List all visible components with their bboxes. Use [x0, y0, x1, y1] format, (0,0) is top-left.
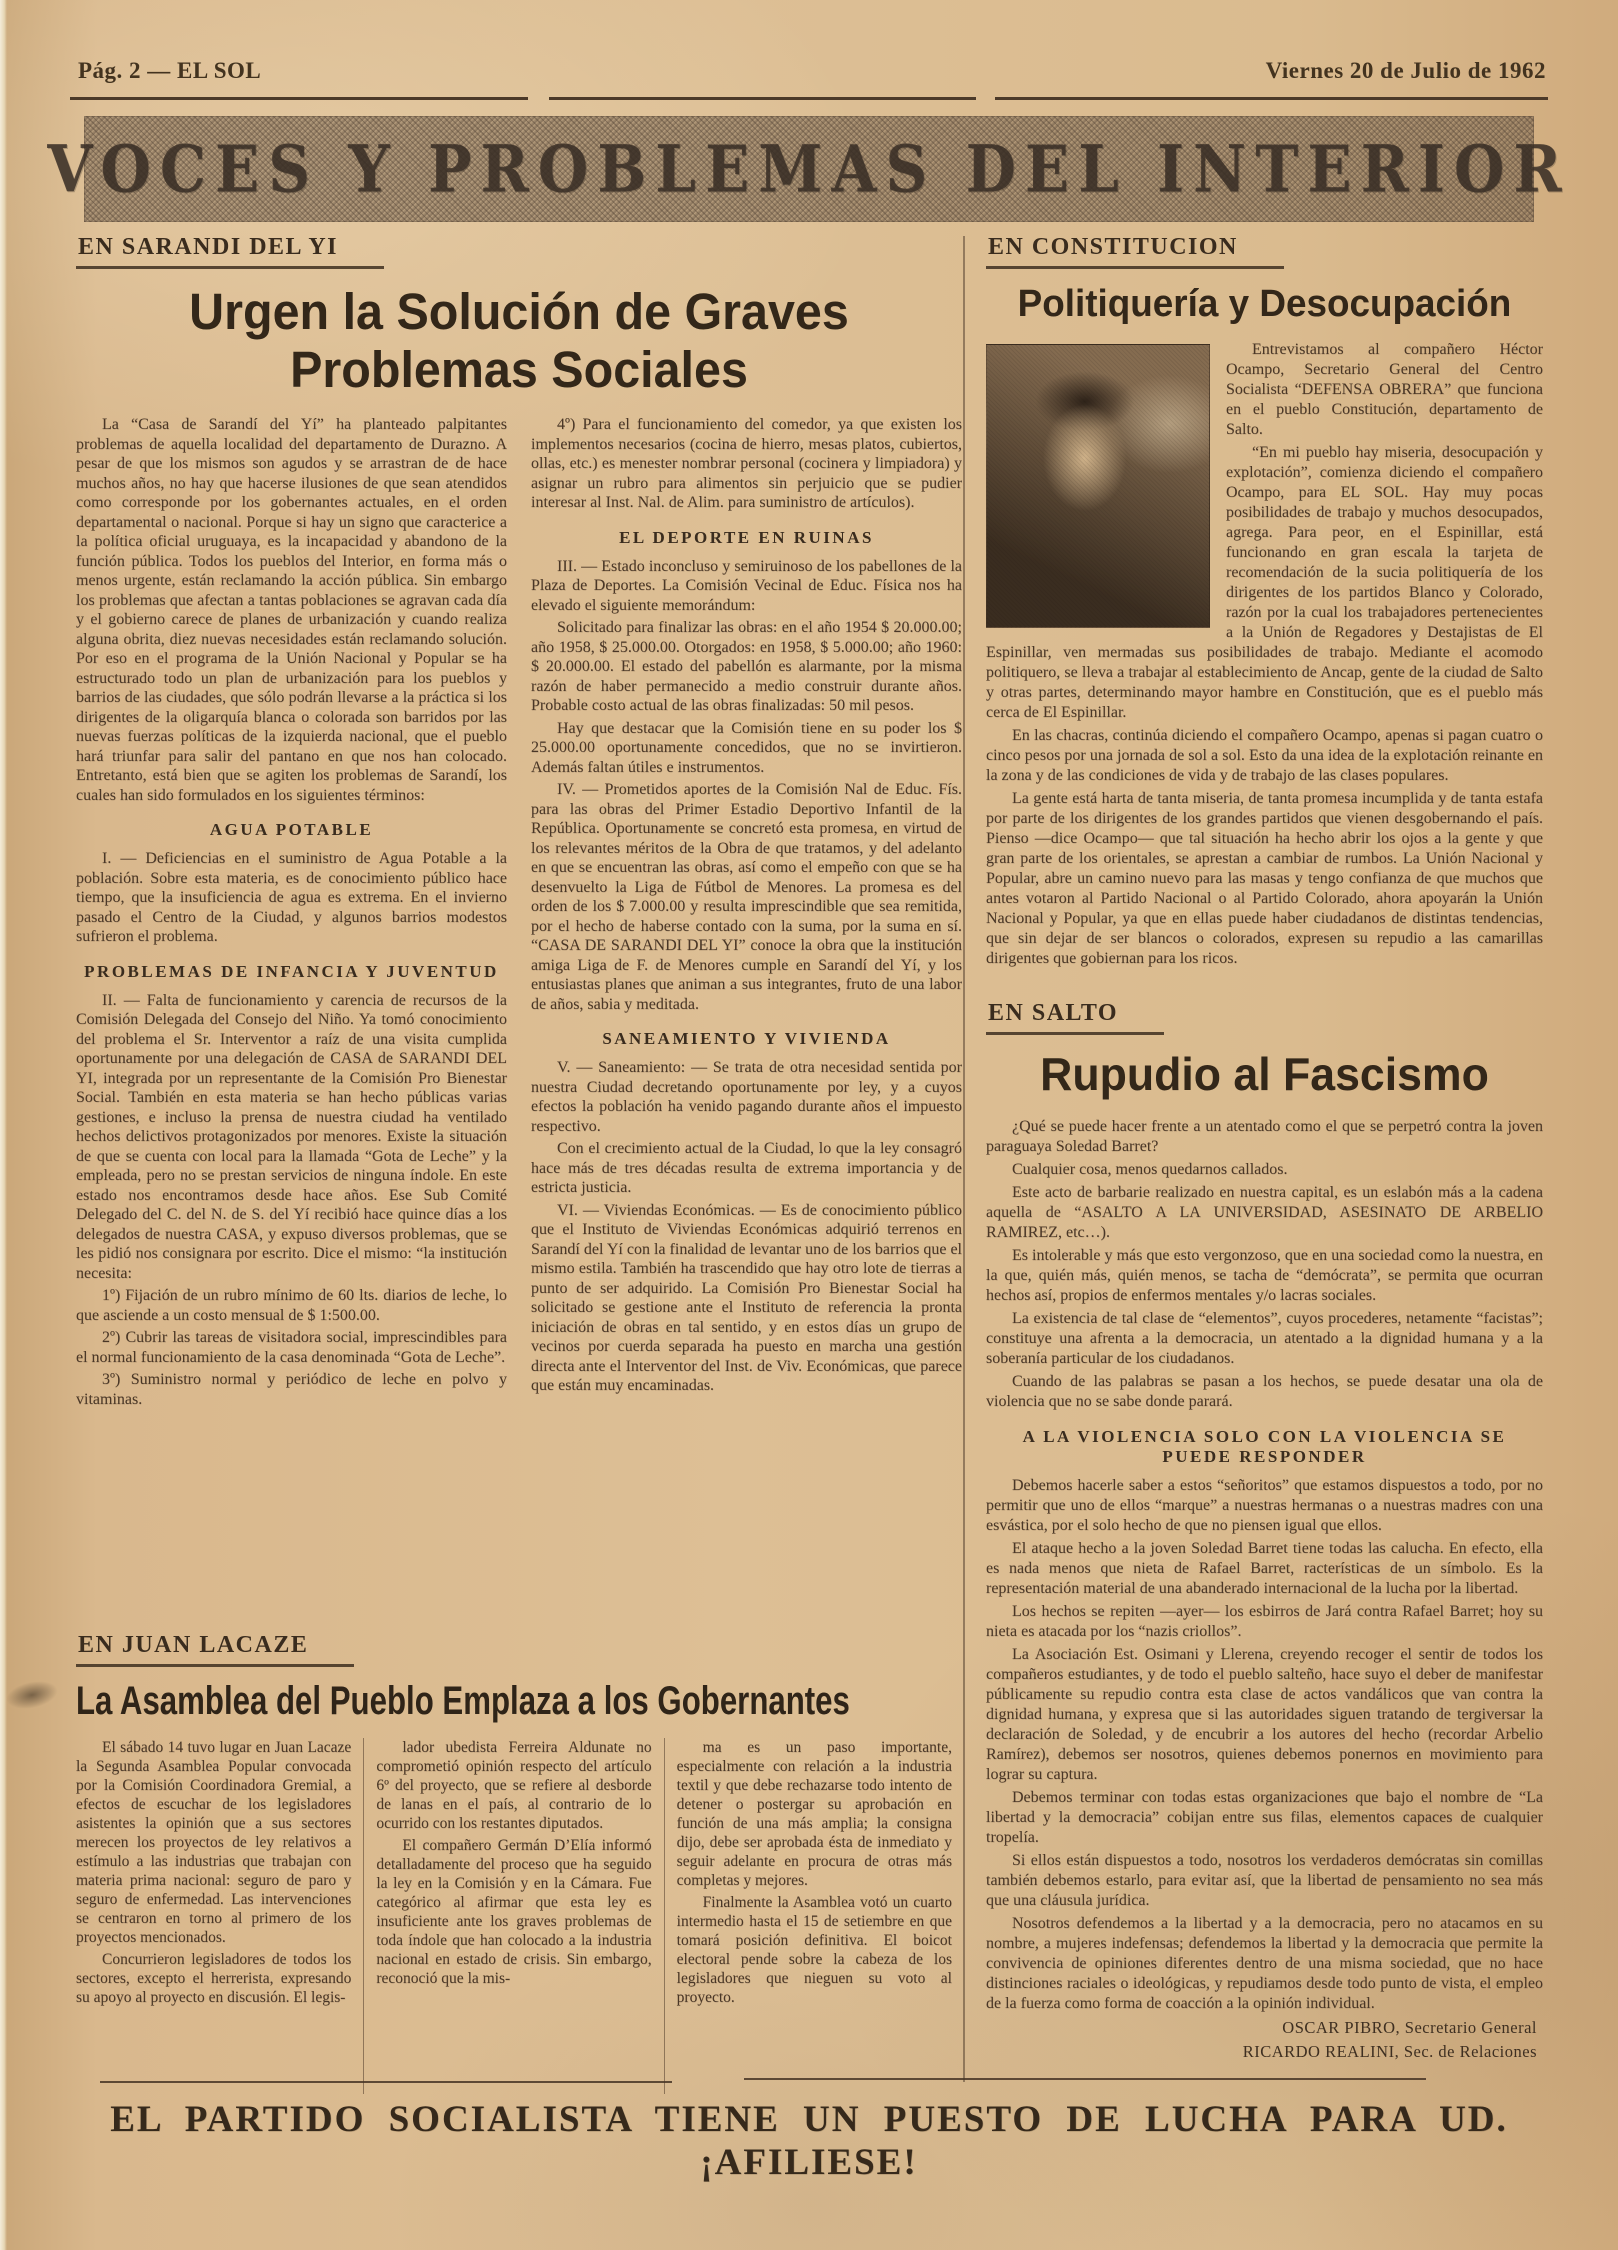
ink-smudge: [4, 1677, 60, 1713]
body-paragraph: Es intolerable y más que esto vergonzoso, que en una sociedad como la nuestra, en la que, quién más, quién menos, se tacha de “demócrata”, se permita que ocurran hechos así, propios de enfermos mentales y/o lacras sociales.: [986, 1247, 1543, 1304]
body-paragraph: I. — Deficiencias en el suministro de Agua Potable a la población. Sobre esta materia, es de conocimiento público hace tiempo, que la insuficiencia de agua es extrema. En el invierno pasado el Centro de la Ciudad, y algunos barrios modestos sufrieron el problema.: [76, 850, 507, 946]
kicker-salto: EN SALTO: [986, 1000, 1164, 1035]
page-number-label: Pág. 2 — EL SOL: [78, 58, 262, 83]
article-sarandi: [76, 234, 962, 1587]
body-paragraph: “En mi pueblo hay miseria, desocupación y explotación”, comienza diciendo el compañero Ocampo, para EL SOL. Hay muy pocas posibilidades de trabajo y muchos desocupados, agrega. Para peor, en el Espinillar, está funcionando en gran escala la tarjeta de recomendación de la sucia politiquería de los dirigentes de los partidos Blanco y Colorado, razón por la cual los trabajadores pertenecientes a la Unión de Regadores y Destajistas de El Espinillar, ven mermadas sus posibilidades de trabajo. Mediante el acomodo politiquero, se lleva a trabajar al establecimiento de Ancap, gente de la ciudad de Salto y otras partes, determinando mayor hambre en Constitución, que es el pueblo más cerca de El Espinillar.: [986, 444, 1543, 721]
body-paragraph: Cuando de las palabras se pasan a los hechos, se puede desatar una ola de violencia que no se sabe donde parará.: [986, 1373, 1543, 1410]
juan-lacaze-column-3: [664, 1738, 964, 2094]
sarandi-column-1: [76, 415, 507, 1587]
body-paragraph: Concurrieron legisladores de todos los sectores, excepto el herrerista, expresando su apoyo al proyecto en discusión. El legis-: [76, 1951, 352, 2006]
body-paragraph: Si ellos están dispuestos a todo, nosotros los verdaderos demócratas sin comillas también debemos estarlo, para evitar así, que la libertad de pensamiento no sea más que una cláusula jurídica.: [986, 1852, 1543, 1909]
headline-sarandi: [98, 283, 940, 399]
body-paragraph: 1º) Fijación de un rubro mínimo de 60 lts. diarios de leche, lo que asciende a un costo mensual de $ 1:500.00.: [76, 1287, 507, 1324]
body-paragraph: III. — Estado inconcluso y semiruinoso de los pabellones de la Plaza de Deportes. La Comisión Vecinal de Educ. Física nos ha elevado el siguiente memorándum:: [531, 557, 962, 614]
body-paragraph: Solicitado para finalizar las obras: en el año 1954 $ 20.000.00; año 1958, $ 25.000.00. Otorgados: en 1958, $ 5.000.00; año 1960: $ 20.000.00. El estado del pabellón es alarmante, por la misma razón de haber permanecido a medio construir durante años. Probable costo actual de las obras finalizadas: 50 mil pesos.: [531, 619, 962, 715]
body-paragraph: Finalmente la Asamblea votó un cuarto intermedio hasta el 15 de setiembre en que tomará posición definitiva. El boicot electoral pende sobre la cabeza de los legisladores que nieguen su voto al proyecto.: [676, 1894, 952, 2006]
kicker-constitucion: EN CONSTITUCION: [986, 234, 1284, 269]
body-paragraph: lador ubedista Ferreira Aldunate no comprometió opinión respecto del artículo 6º del proyecto, que se refiere al desborde de lanas en el país, al contrario de lo ocurrido con los restantes diputados.: [376, 1739, 652, 1832]
body-paragraph: En las chacras, continúa diciendo el compañero Ocampo, apenas si pagan cuatro o cinco pesos por una jornada de sol a sol. Esto da una idea de la explotación reinante en la zona y de las condiciones de vida y de trabajo de las clases populares.: [986, 727, 1543, 784]
kicker-sarandi: EN SARANDI DEL YI: [76, 234, 384, 269]
sarandi-columns: [76, 415, 962, 1587]
juan-lacaze-column-2: [363, 1738, 663, 2094]
section-subhead: A LA VIOLENCIA SOLO CON LA VIOLENCIA SE PUEDE RESPONDER: [1022, 1427, 1507, 1466]
signature-relations-secretary: RICARDO REALINI, Sec. de Relaciones: [1242, 2042, 1537, 2061]
body-paragraph: Hay que destacar que la Comisión tiene en su poder los $ 25.000.00 oportunamente concedidos, que no se invirtieron. Además faltan útiles e instrumentos.: [531, 719, 962, 776]
section-subhead: AGUA POTABLE: [209, 820, 374, 840]
body-paragraph: Nosotros defendemos a la libertad y a la democracia, pero no atacamos en su nombre, a mujeres indefensas; defendemos la libertad y la democracia que permite la convivencia de opiniones diferentes dentro de una misma sociedad, que no hace distinciones raciales o ideológicas, y repudiamos desde todo punto de vista, el empleo de la fuerza como forma de coacción a la opinión individual.: [986, 1915, 1543, 2012]
headline-line-2: Problemas Sociales: [290, 341, 748, 399]
portrait-photo: [986, 344, 1210, 628]
body-paragraph: V. — Saneamiento: — Se trata de otra necesidad sentida por nuestra Ciudad decretando oportunamente por ley, y a cuyos efectos la población ha venido pagando durante años el impuesto respectivo.: [531, 1059, 962, 1135]
salto-body: [986, 1117, 1543, 2014]
article-juan-lacaze: [76, 1632, 964, 2094]
headline-line-1: Urgen la Solución de Graves: [189, 283, 849, 340]
headline-salto: Rupudio al Fascismo: [1040, 1048, 1489, 1100]
footer-slogan: EL PARTIDO SOCIALISTA TIENE UN PUESTO DE LUCHA PARA UD. ¡AFILIESE!: [110, 2099, 1508, 2183]
body-paragraph: El compañero Germán D’Elía informó detalladamente del proceso que ha seguido la ley en la Comisión y en la Cámara. Fue categórico al afirmar que esta ley es insuficiente ante los graves problemas de toda índole que han colocado a la industria nacional en estado de crisis. Sin embargo, reconoció que la mis-: [376, 1837, 652, 1987]
issue-date: Viernes 20 de Julio de 1962: [1265, 58, 1546, 83]
constitucion-body: [986, 340, 1543, 969]
juan-lacaze-column-1: [76, 1738, 363, 2094]
masthead-rule: [70, 97, 1548, 100]
body-paragraph: ma es un paso importante, especialmente con relación a la industria textil y que debe rechazarse todo intento de detener o postergar su aprobación en función de una más amplia; la consigna dijo, debe ser aprobada ésta de inmediato y seguir adelante en procura de otras más completas y mejores.: [676, 1739, 952, 1889]
body-paragraph: Debemos hacerle saber a estos “señoritos” que estamos dispuestos a todo, por no permitir que uno de ellos “marque” a nuestras hermanas o a nuestras madres con una esvástica, por el solo hecho de que no piensen igual que ellos.: [986, 1477, 1543, 1534]
headline-constitucion: Politiquería y Desocupación: [1017, 283, 1512, 325]
body-paragraph: Este acto de barbarie realizado en nuestra capital, es un eslabón más a la cadena aquella de “ASALTO A LA UNIVERSIDAD, ASESINATO DE ARBELIO RAMIREZ, etc…).: [986, 1184, 1543, 1241]
body-paragraph: Debemos terminar con todas estas organizaciones que bajo el nombre de “La libertad y la democracia” cobijan entre sus filas, elementos capaces de cualquier tropelía.: [986, 1789, 1543, 1846]
body-paragraph: Los hechos se repiten —ayer— los esbirros de Jará contra Rafael Barret; hoy su nieta es atacada por los “nazis criollos”.: [986, 1603, 1543, 1640]
body-paragraph: 3º) Suministro normal y periódico de leche en polvo y vitaminas.: [76, 1371, 507, 1408]
body-paragraph: IV. — Prometidos aportes de la Comisión Nal de Educ. Fís. para las obras del Primer Estadio Deportivo Infantil de la República. Oportunamente se concretó esta promesa, en virtud de los relevantes méritos de la Obra de que tratamos, y del adelanto en que se encuentran las obras, así como el empeño con que se ha desenvuelto la Liga de Fútbol de Menores. La promesa es del orden de los $ 7.000.00 y resulta imprescindible que sea remitida, por el hecho de haberse contado con la suma, por la suma en sí. “CASA DE SARANDI DEL YI” conoce la obra que la institución amiga Liga de F. de Menores cumple en Sarandí del Yí, y los entusiastas planes que animan a sus integrantes, fruto de una labor de años, sabia y meditada.: [531, 781, 962, 1013]
body-paragraph: VI. — Viviendas Económicas. — Es de conocimiento público que el Instituto de Viviendas Económicas adquirió terrenos en Sarandí del Yí con la finalidad de levantar uno de los barrios que el mismo estila. También ha trascendido que hay otro lote de tierras a punto de ser adquirido. La Comisión Pro Bienestar Social ha solicitado se gestione ante el Instituto de referencia la pronta iniciación de obras en tal sentido, y en estos días un grupo de vecinos por cuerda separada ha puesto en marcha una gestión directa ante el Interventor del Inst. de Viv. Económicas, que parece que están muy encaminadas.: [531, 1201, 962, 1395]
body-paragraph: Entrevistamos al compañero Héctor Ocampo, Secretario General del Centro Socialista “DEFENSA OBRERA” que funciona en el pueblo Constitución, departamento de Salto.: [1226, 341, 1543, 438]
body-paragraph: El sábado 14 tuvo lugar en Juan Lacaze la Segunda Asamblea Popular convocada por la Comisión Coordinadora Gremial, a efectos de escuchar de los legisladores asistentes la opinión que a sus sectores merecen los proyectos de ley relativos a estímulo a las industrias que trabajan con materia prima nacional: seguro de paro y seguro de enfermedad. Las intervenciones se centraron en torno al primero de los proyectos mencionados.: [76, 1739, 352, 1946]
footer-rule-left: [100, 2081, 672, 2083]
body-paragraph: 2º) Cubrir las tareas de visitadora social, imprescindibles para el normal funcionamiento de la casa denominada “Gota de Leche”.: [76, 1329, 507, 1366]
body-paragraph: El ataque hecho a la joven Soledad Barret tiene todas las calucha. En efecto, ella es nada menos que nieta de Rafael Barret, racterísticas de un símbolo. Es la representación material de una abanderado internacional de la lucha por la libertad.: [986, 1540, 1543, 1597]
scan-edge: [0, 0, 7, 2250]
kicker-juan-lacaze: EN JUAN LACAZE: [76, 1632, 354, 1667]
body-paragraph: 4º) Para el funcionamiento del comedor, ya que existen los implementos necesarios (cocina de hierro, mesas platos, cubiertos, ollas, etc.) es menester nombrar personal (cocinera y limpiadora) y asignar un rubro para alimentos sin perjuicio que se pudier interesar al Inst. Nal. de Alim. para suministro de artículos).: [531, 416, 962, 512]
section-subhead: SANEAMIENTO Y VIVIENDA: [602, 1029, 891, 1049]
body-paragraph: Cualquier cosa, menos quedarnos callados.: [1012, 1161, 1288, 1178]
body-paragraph: II. — Falta de funcionamiento y carencia de recursos de la Comisión Delegada del Consejo del Niño. Ya tomó conocimiento del problema el Sr. Interventor a raíz de una visita cumplida oportunamente por una delegación de CASA de SARANDI DEL YI, integrada por un representante de la Comisión Pro Bienestar Social. También en esta materia se han hecho públicas varias gestiones, e incluso la prensa de nuestra ciudad ha ventilado hechos delictivos protagonizados por menores. Existe la situación de que se cuenta con local para la llamada “Gota de Leche” y la empleada, pero no se prestan servicios de ninguna índole. En este estado nos encontramos desde hace años. Ese Sub Comité Delegado del C. del N. de S. del Yí recibió hace quince días a los delegados de nuestra CASA, y expuso diversos problemas, que se les pidió nos consignara por escrito. Dice el mismo: “la institución necesita:: [76, 991, 507, 1282]
footer-rule-right: [744, 2078, 1426, 2080]
body-paragraph: La “Casa de Sarandí del Yí” ha planteado palpitantes problemas de aquella localidad del departamento de Durazno. A pesar de que los mismos son agudos y se arrastran de de hace muchos años, no hay que hacerse ilusiones de que sean atendidos como corresponde por los gobernantes actuales, en el orden departamental o nacional. Porque si hay un signo que caracterice a la política oficial uruguaya, es la incapacidad y abandono de la función pública. Todos los pueblos del Interior, en forma más o menos urgente, están reclamando la acción pública. Sin embargo los problemas que afectan a tantas poblaciones se agravan cada día y el gobierno carece de planes de urbanización y cuando realiza alguna obrita, diez nuevas necesidades están reclamando solución. Por eso en el programa de la Unión Nacional y Popular se ha estructurado todo un plan de urbanización para los pueblos y barrios de las ciudades, que sólo podrán llevarse a la práctica si los dirigentes de la oligarquía blanca o colorada son barridos por las nuevas fuerzas políticas de la izquierda nacional, que el pueblo hará triunfar para salir del pantano en que nos han colocado. Entretanto, está bien que se agiten los problemas de Sarandí, los cuales han sido formulados en los siguientes términos:: [76, 416, 507, 804]
juan-lacaze-columns: [76, 1738, 964, 2094]
section-banner: [47, 116, 1571, 222]
masthead: [78, 58, 1546, 84]
headline-juan-lacaze: La Asamblea del Pueblo Emplaza a los Gobernantes: [76, 1679, 850, 1723]
sarandi-column-2: [531, 415, 962, 1587]
section-banner-title: VOCES Y PROBLEMAS DEL INTERIOR: [47, 130, 1571, 208]
section-subhead: EL DEPORTE EN RUINAS: [619, 527, 874, 547]
body-paragraph: La existencia de tal clase de “elementos”, cuyos procederes, netamente “facistas”; constituye una afrenta a la democracia, un atentado a la dignidad humana y a la soberanía particular de los ciudadanos.: [986, 1310, 1543, 1367]
right-column: [986, 234, 1543, 2084]
body-paragraph: La Asociación Est. Osimani y Llerena, creyendo recoger el sentir de todos los compañeros estudiantes, y de todo el pueblo salteño, hace suyo el deber de manifestar públicamente su repudio contra esta clase de actos vandálicos que van contra la dignidad humana, y expresa que si las autoridades siguen tratando de tergiversar la declaración de Soledad, y de encubrir a los autores del hecho (recordar Arbelio Ramírez), debemos ser nosotros, quienes debemos ponernos en movimiento para lograr su captura.: [986, 1646, 1543, 1783]
body-paragraph: La gente está harta de tanta miseria, de tanta promesa incumplida y de tanta estafa por parte de los dirigentes de los grandes partidos que vienen desgobernando el país. Pienso —dice Ocampo— que tal situación ha hecho abrir los ojos a la gente y que gran parte de los orientales, se aprestan a cambiar de rumbos. La Unión Nacional y Popular, abre un camino nuevo para las masas y tengo confianza de que muchos que antes votaron al Partido Nacional o al Partido Colorado, ahora apoyarán la Unión Nacional y Popular, ya que en ellas puede haber ciudadanos de distintas tendencias, que sin dejar de ser blancos o colorados, expresen su repudio a las camarillas dirigentes que gobiernan para los ricos.: [986, 790, 1543, 967]
section-subhead: PROBLEMAS DE INFANCIA Y JUVENTUD: [84, 961, 499, 981]
body-paragraph: ¿Qué se puede hacer frente a un atentado como el que se perpetró contra la joven paraguaya Soledad Barret?: [986, 1118, 1543, 1155]
body-paragraph: Con el crecimiento actual de la Ciudad, lo que la ley consagró hace más de tres décadas resulta de extrema importancia y de estricta justicia.: [531, 1140, 962, 1197]
signature-secretary-general: OSCAR PIBRO, Secretario General: [1282, 2018, 1537, 2037]
